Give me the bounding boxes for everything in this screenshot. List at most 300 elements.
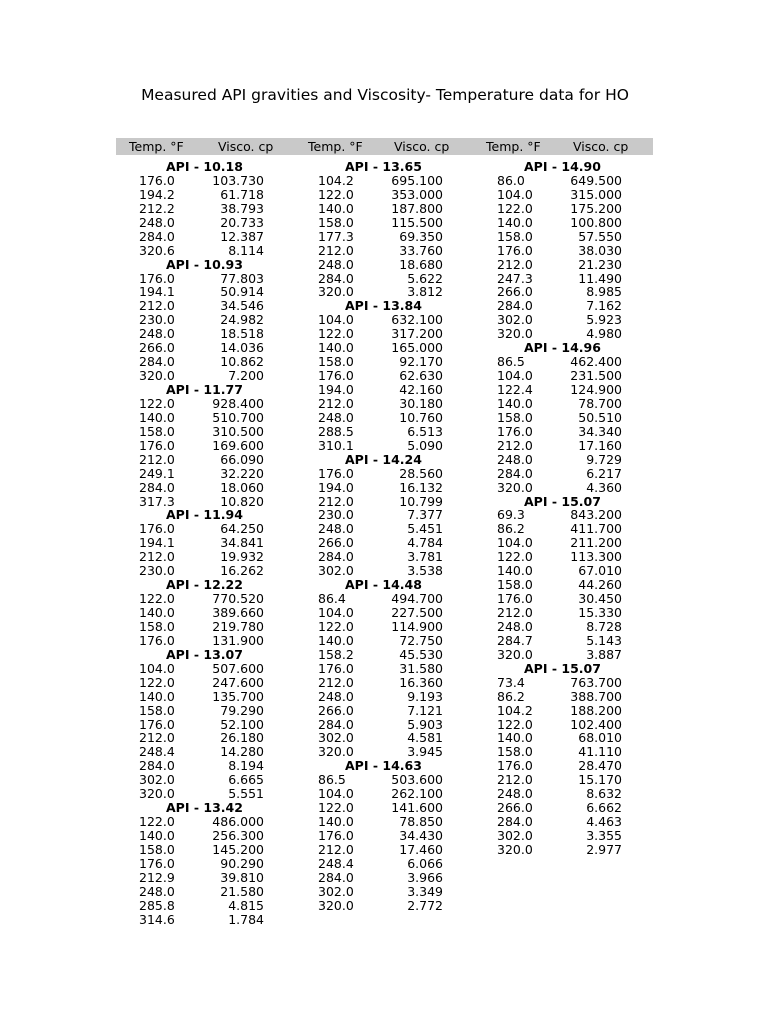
table-row — [115, 815, 294, 829]
temp-cell: 104.0 — [318, 605, 354, 620]
temp-cell: 86.5 — [318, 772, 346, 788]
visco-cell: 14.036 — [220, 340, 264, 356]
visco-cell: 34.340 — [578, 423, 622, 439]
api-group-label: API - 10.18 — [166, 159, 243, 174]
table-row — [294, 899, 473, 913]
temp-cell: 285.8 — [139, 897, 175, 913]
visco-cell: 3.966 — [407, 869, 443, 885]
temp-cell: 176.0 — [139, 437, 175, 453]
table-row — [473, 453, 652, 467]
table-row — [294, 439, 473, 453]
table-row — [115, 759, 294, 773]
table-row — [473, 592, 652, 606]
visco-cell: 131.900 — [212, 632, 264, 648]
table-row — [294, 801, 473, 815]
temp-cell: 284.0 — [497, 465, 533, 481]
temp-cell: 310.1 — [318, 437, 354, 453]
temp-cell: 248.0 — [318, 256, 354, 272]
temp-cell: 176.0 — [139, 172, 175, 188]
temp-cell: 320.0 — [318, 284, 354, 300]
table-row — [294, 202, 473, 216]
table-row — [473, 704, 652, 718]
temp-cell: 248.0 — [497, 786, 533, 802]
visco-cell: 24.982 — [220, 312, 264, 328]
table-row — [473, 731, 652, 745]
table-row — [115, 857, 294, 871]
visco-cell: 50.510 — [578, 409, 622, 425]
table-row — [473, 369, 652, 383]
table-row — [294, 313, 473, 327]
visco-cell: 41.110 — [578, 744, 622, 760]
temp-cell: 320.6 — [139, 242, 175, 258]
visco-cell: 38.030 — [578, 242, 622, 258]
temp-cell: 122.4 — [497, 382, 533, 397]
table-row — [294, 745, 473, 759]
table-row — [115, 592, 294, 606]
temp-cell: 212.0 — [318, 493, 354, 509]
temp-cell: 302.0 — [497, 312, 533, 328]
table-row — [294, 676, 473, 690]
table-row — [294, 885, 473, 899]
visco-cell: 26.180 — [220, 730, 264, 746]
api-group-label: API - 10.93 — [166, 256, 243, 272]
visco-cell: 5.090 — [407, 437, 443, 453]
table-row — [294, 787, 473, 801]
visco-cell: 113.300 — [570, 549, 622, 565]
visco-cell: 165.000 — [391, 340, 443, 356]
visco-cell: 763.700 — [570, 674, 622, 690]
visco-cell: 4.980 — [586, 326, 622, 342]
temp-cell: 302.0 — [318, 730, 354, 746]
table-row — [294, 773, 473, 787]
visco-cell: 141.600 — [391, 800, 443, 816]
visco-cell: 388.700 — [570, 688, 622, 704]
table-row — [294, 481, 473, 495]
visco-cell: 353.000 — [391, 186, 443, 202]
table-row — [115, 272, 294, 286]
temp-cell: 140.0 — [497, 214, 533, 230]
table-row — [115, 425, 294, 439]
table-row — [473, 481, 652, 495]
visco-cell: 135.700 — [212, 688, 264, 704]
temp-cell: 248.4 — [139, 744, 175, 760]
temp-cell: 104.2 — [497, 702, 533, 718]
visco-cell: 17.160 — [578, 437, 622, 453]
temp-cell: 158.0 — [497, 577, 533, 593]
table-row — [294, 327, 473, 341]
temp-cell: 158.0 — [139, 618, 175, 634]
temp-cell: 176.0 — [318, 660, 354, 676]
table-row — [473, 815, 652, 829]
temp-cell: 230.0 — [139, 563, 175, 579]
temp-cell: 248.0 — [139, 883, 175, 899]
table-row — [294, 495, 473, 509]
table-row — [115, 285, 294, 299]
table-row — [473, 383, 652, 397]
data-column-2 — [294, 160, 473, 913]
table-row — [294, 648, 473, 662]
table-row — [473, 285, 652, 299]
temp-cell: 248.0 — [139, 326, 175, 342]
temp-cell: 320.0 — [139, 786, 175, 802]
temp-cell: 320.0 — [497, 646, 533, 662]
table-row — [294, 815, 473, 829]
table-row — [473, 606, 652, 620]
table-row — [473, 536, 652, 550]
visco-cell: 92.170 — [399, 354, 443, 370]
table-row — [115, 453, 294, 467]
visco-cell: 18.060 — [220, 479, 264, 495]
temp-cell: 176.0 — [318, 828, 354, 843]
visco-cell: 21.230 — [578, 256, 622, 272]
api-group-label: API - 13.84 — [345, 298, 422, 314]
visco-cell: 102.400 — [570, 716, 622, 732]
temp-cell: 284.0 — [318, 549, 354, 565]
visco-cell: 632.100 — [391, 312, 443, 328]
temp-cell: 266.0 — [497, 284, 533, 300]
temp-cell: 212.0 — [497, 605, 533, 620]
temp-cell: 122.0 — [497, 549, 533, 565]
api-group-label: API - 14.24 — [345, 451, 422, 467]
temp-cell: 122.0 — [318, 800, 354, 816]
visco-cell: 32.220 — [220, 465, 264, 481]
table-row — [473, 690, 652, 704]
visco-cell: 18.680 — [399, 256, 443, 272]
temp-cell: 140.0 — [139, 828, 175, 843]
visco-cell: 8.985 — [586, 284, 622, 300]
table-row — [473, 244, 652, 258]
temp-cell: 158.0 — [497, 744, 533, 760]
visco-cell: 315.000 — [570, 186, 622, 202]
api-group-label: API - 13.42 — [166, 800, 243, 816]
table-row — [115, 230, 294, 244]
table-row — [473, 843, 652, 857]
temp-cell: 194.0 — [318, 479, 354, 495]
temp-cell: 140.0 — [497, 563, 533, 579]
table-row — [294, 871, 473, 885]
visco-cell: 4.784 — [407, 535, 443, 551]
temp-cell: 212.0 — [318, 674, 354, 690]
temp-cell: 140.0 — [139, 688, 175, 704]
visco-cell: 10.760 — [399, 409, 443, 425]
temp-cell: 284.7 — [497, 632, 533, 648]
temp-cell: 248.0 — [497, 618, 533, 634]
visco-cell: 79.290 — [220, 702, 264, 718]
visco-cell: 5.551 — [228, 786, 264, 802]
table-row — [115, 899, 294, 913]
table-row — [115, 564, 294, 578]
table-row — [115, 731, 294, 745]
temp-cell: 176.0 — [139, 716, 175, 732]
api-group-label: API - 11.94 — [166, 507, 243, 523]
table-row — [294, 383, 473, 397]
visco-cell: 30.180 — [399, 395, 443, 411]
visco-cell: 9.729 — [586, 451, 622, 467]
api-group-label: API - 14.90 — [524, 159, 601, 174]
temp-cell: 320.0 — [318, 897, 354, 913]
table-row — [294, 857, 473, 871]
table-row — [473, 397, 652, 411]
table-row — [473, 216, 652, 230]
visco-cell: 175.200 — [570, 200, 622, 216]
table-row — [473, 411, 652, 425]
visco-cell: 77.803 — [220, 270, 264, 286]
temp-cell: 176.0 — [497, 242, 533, 258]
visco-cell: 7.121 — [407, 702, 443, 718]
temp-cell: 212.0 — [139, 549, 175, 565]
visco-cell: 6.217 — [586, 465, 622, 481]
temp-cell: 194.1 — [139, 284, 175, 300]
temp-cell: 104.0 — [318, 312, 354, 328]
table-row — [115, 913, 294, 927]
visco-cell: 3.538 — [407, 563, 443, 579]
table-row — [473, 718, 652, 732]
visco-cell: 30.450 — [578, 591, 622, 607]
table-row — [115, 299, 294, 313]
temp-cell: 122.0 — [139, 591, 175, 607]
visco-cell: 770.520 — [212, 591, 264, 607]
visco-cell: 103.730 — [212, 172, 264, 188]
visco-cell: 462.400 — [570, 354, 622, 370]
temp-cell: 266.0 — [318, 702, 354, 718]
visco-cell: 20.733 — [220, 214, 264, 230]
table-row — [473, 425, 652, 439]
table-row — [294, 467, 473, 481]
visco-cell: 6.513 — [407, 423, 443, 439]
temp-cell: 284.0 — [318, 270, 354, 286]
temp-cell: 86.2 — [497, 688, 525, 704]
table-row — [115, 174, 294, 188]
visco-cell: 317.200 — [391, 326, 443, 342]
temp-cell: 176.0 — [139, 855, 175, 871]
visco-cell: 8.194 — [228, 758, 264, 774]
table-row — [294, 285, 473, 299]
table-row — [115, 690, 294, 704]
visco-cell: 2.772 — [407, 897, 443, 913]
temp-cell: 86.2 — [497, 521, 525, 537]
temp-cell: 86.5 — [497, 354, 525, 370]
data-column-1 — [115, 160, 294, 927]
temp-cell: 104.0 — [318, 786, 354, 802]
temp-cell: 212.0 — [318, 242, 354, 258]
visco-cell: 33.760 — [399, 242, 443, 258]
temp-cell: 122.0 — [497, 200, 533, 216]
temp-cell: 104.2 — [318, 172, 354, 188]
table-row — [115, 522, 294, 536]
table-row — [294, 174, 473, 188]
temp-cell: 122.0 — [139, 814, 175, 830]
visco-cell: 64.250 — [220, 521, 264, 537]
table-row — [473, 578, 652, 592]
table-row — [115, 188, 294, 202]
temp-cell: 104.0 — [139, 660, 175, 676]
table-row — [115, 550, 294, 564]
temp-cell: 194.2 — [139, 186, 175, 202]
table-row — [294, 522, 473, 536]
table-row — [294, 425, 473, 439]
table-row — [115, 634, 294, 648]
temp-cell: 140.0 — [318, 814, 354, 830]
temp-cell: 284.0 — [497, 298, 533, 314]
table-row — [115, 620, 294, 634]
table-row — [115, 773, 294, 787]
visco-cell: 90.290 — [220, 855, 264, 871]
header-visco-1: Visco. cp — [218, 139, 274, 154]
visco-cell: 68.010 — [578, 730, 622, 746]
visco-cell: 169.600 — [212, 437, 264, 453]
temp-cell: 212.2 — [139, 200, 175, 216]
visco-cell: 50.914 — [220, 284, 264, 300]
visco-cell: 10.862 — [220, 354, 264, 370]
table-row — [473, 634, 652, 648]
visco-cell: 227.500 — [391, 605, 443, 620]
temp-cell: 266.0 — [318, 535, 354, 551]
temp-cell: 302.0 — [318, 883, 354, 899]
table-row — [115, 843, 294, 857]
table-row — [294, 216, 473, 230]
visco-cell: 124.900 — [570, 382, 622, 397]
temp-cell: 140.0 — [497, 730, 533, 746]
visco-cell: 8.114 — [228, 242, 264, 258]
temp-cell: 122.0 — [139, 395, 175, 411]
api-group-label: API - 15.07 — [524, 493, 601, 509]
table-row — [115, 787, 294, 801]
data-column-3 — [473, 160, 652, 857]
visco-cell: 7.162 — [586, 298, 622, 314]
visco-cell: 44.260 — [578, 577, 622, 593]
table-row — [294, 550, 473, 564]
visco-cell: 3.887 — [586, 646, 622, 662]
api-group-label: API - 14.48 — [345, 577, 422, 593]
table-row — [473, 829, 652, 843]
temp-cell: 86.4 — [318, 591, 346, 607]
header-temp-1: Temp. °F — [129, 139, 184, 154]
temp-cell: 176.0 — [318, 465, 354, 481]
visco-cell: 10.799 — [399, 493, 443, 509]
visco-cell: 15.330 — [578, 605, 622, 620]
visco-cell: 4.581 — [407, 730, 443, 746]
table-row — [115, 704, 294, 718]
visco-cell: 28.560 — [399, 465, 443, 481]
temp-cell: 248.4 — [318, 855, 354, 871]
visco-cell: 5.903 — [407, 716, 443, 732]
table-row — [294, 536, 473, 550]
visco-cell: 310.500 — [212, 423, 264, 439]
table-row — [115, 885, 294, 899]
visco-cell: 187.800 — [391, 200, 443, 216]
temp-cell: 104.0 — [497, 535, 533, 551]
temp-cell: 122.0 — [318, 186, 354, 202]
table-row — [115, 718, 294, 732]
temp-cell: 284.0 — [139, 354, 175, 370]
visco-cell: 52.100 — [220, 716, 264, 732]
temp-cell: 212.0 — [497, 437, 533, 453]
visco-cell: 3.945 — [407, 744, 443, 760]
table-row — [294, 592, 473, 606]
visco-cell: 57.550 — [578, 228, 622, 244]
temp-cell: 212.9 — [139, 869, 175, 885]
temp-cell: 317.3 — [139, 493, 175, 509]
temp-cell: 122.0 — [139, 674, 175, 690]
temp-cell: 230.0 — [318, 507, 354, 523]
table-row — [294, 508, 473, 522]
temp-cell: 158.0 — [497, 409, 533, 425]
table-row — [473, 787, 652, 801]
visco-cell: 72.750 — [399, 632, 443, 648]
visco-cell: 12.387 — [220, 228, 264, 244]
visco-cell: 31.580 — [399, 660, 443, 676]
temp-cell: 176.0 — [139, 632, 175, 648]
temp-cell: 249.1 — [139, 465, 175, 481]
table-row — [473, 327, 652, 341]
visco-cell: 503.600 — [391, 772, 443, 788]
visco-cell: 649.500 — [570, 172, 622, 188]
api-group-label: API - 15.07 — [524, 660, 601, 676]
table-row — [115, 411, 294, 425]
visco-cell: 61.718 — [220, 186, 264, 202]
table-row — [115, 536, 294, 550]
table-row — [473, 188, 652, 202]
table-row — [294, 230, 473, 244]
temp-cell: 69.3 — [497, 507, 525, 523]
temp-cell: 248.0 — [497, 451, 533, 467]
temp-cell: 158.0 — [139, 702, 175, 718]
visco-cell: 115.500 — [391, 214, 443, 230]
table-row — [115, 216, 294, 230]
api-group-label: API - 13.07 — [166, 646, 243, 662]
table-row — [115, 202, 294, 216]
visco-cell: 45.530 — [399, 646, 443, 662]
visco-cell: 5.143 — [586, 632, 622, 648]
visco-cell: 6.662 — [586, 800, 622, 816]
temp-cell: 122.0 — [497, 716, 533, 732]
temp-cell: 314.6 — [139, 911, 175, 927]
table-row — [473, 648, 652, 662]
temp-cell: 320.0 — [139, 368, 175, 384]
visco-cell: 18.518 — [220, 326, 264, 342]
temp-cell: 104.0 — [497, 368, 533, 384]
visco-cell: 1.784 — [228, 911, 264, 927]
table-row — [294, 843, 473, 857]
temp-cell: 284.0 — [139, 479, 175, 495]
table-row — [115, 355, 294, 369]
header-temp-3: Temp. °F — [486, 139, 541, 154]
temp-cell: 122.0 — [318, 618, 354, 634]
table-row — [115, 745, 294, 759]
temp-cell: 176.0 — [497, 423, 533, 439]
table-row — [294, 704, 473, 718]
temp-cell: 86.0 — [497, 172, 525, 188]
visco-cell: 4.815 — [228, 897, 264, 913]
temp-cell: 140.0 — [318, 200, 354, 216]
temp-cell: 284.0 — [139, 228, 175, 244]
api-group-label: API - 13.65 — [345, 159, 422, 174]
table-row — [473, 745, 652, 759]
temp-cell: 248.0 — [318, 521, 354, 537]
temp-cell: 288.5 — [318, 423, 354, 439]
temp-cell: 176.0 — [497, 758, 533, 774]
table-row — [473, 272, 652, 286]
visco-cell: 15.170 — [578, 772, 622, 788]
temp-cell: 212.0 — [139, 451, 175, 467]
visco-cell: 16.132 — [399, 479, 443, 495]
api-group-label: API - 14.63 — [345, 758, 422, 774]
table-row — [294, 620, 473, 634]
visco-cell: 21.580 — [220, 883, 264, 899]
visco-cell: 9.193 — [407, 688, 443, 704]
visco-cell: 42.160 — [399, 382, 443, 397]
table-row — [115, 341, 294, 355]
